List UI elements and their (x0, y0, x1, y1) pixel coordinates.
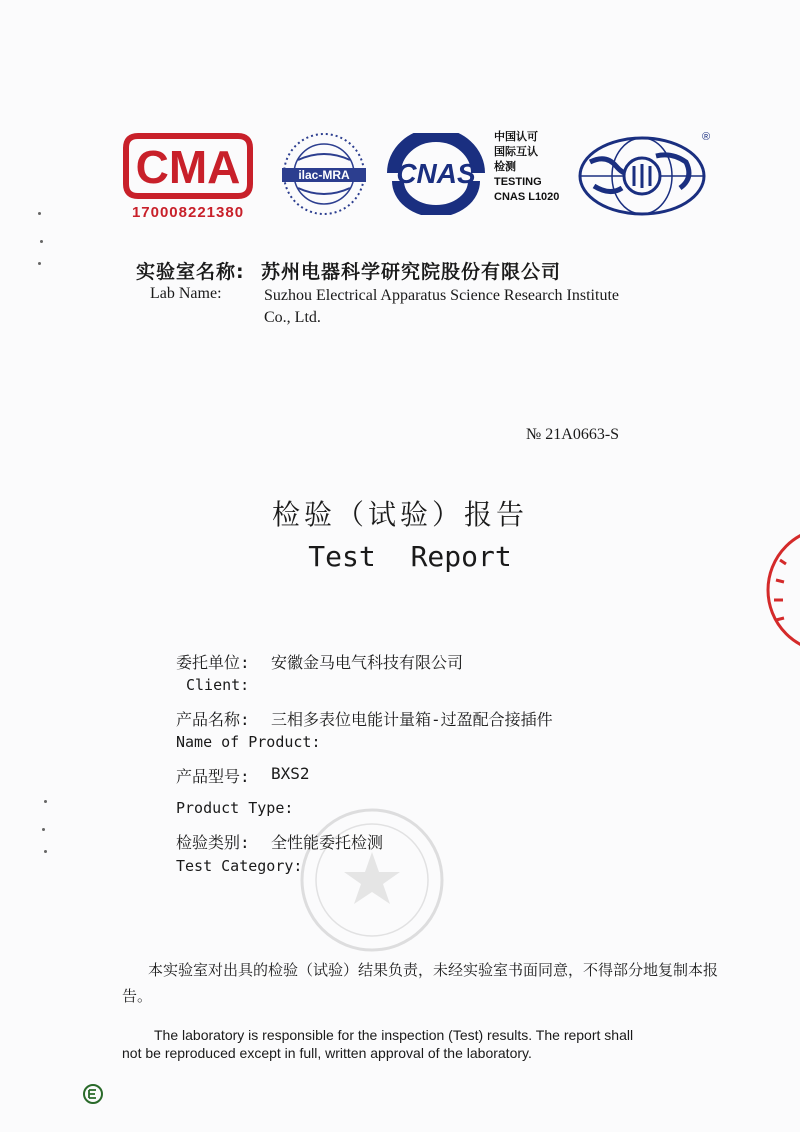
cma-number: 170008221380 (131, 204, 245, 221)
cnas-logo (384, 133, 488, 215)
client-label-en: Client: (186, 676, 250, 694)
cnas-line: TESTING (494, 176, 542, 188)
cma-logo (118, 128, 258, 228)
report-number: № 21A0663-S (526, 426, 620, 443)
lab-name-label-en: Lab Name: (150, 285, 222, 302)
registered-mark: ® (702, 131, 711, 143)
product-name-value: 三相多表位电能计量箱-过盈配合接插件 (271, 710, 553, 729)
product-type-value: BXS2 (271, 764, 310, 783)
product-type-label-en: Product Type: (176, 799, 294, 817)
test-category-label-cn: 检验类别: (176, 833, 250, 852)
binding-mark (38, 212, 41, 215)
binding-mark (42, 828, 45, 831)
lab-name-cn: 苏州电器科学研究院股份有限公司 (261, 261, 562, 283)
product-name-label-en: Name of Product: (176, 733, 321, 751)
lab-name-label-cn: 实验室名称: (136, 261, 245, 283)
cnas-logo-text: CNAS (396, 158, 476, 189)
binding-mark (40, 240, 43, 243)
red-seal-icon (758, 530, 800, 650)
product-type-label-cn: 产品型号: (176, 767, 250, 786)
cnas-line: CNAS L1020 (494, 191, 560, 203)
ilac-mra-logo (270, 126, 378, 226)
notice-en-line: The laboratory is responsible for the inspection (Test) results. The report shall (154, 1027, 634, 1043)
page-title-cn: 检验（试验）报告 (271, 498, 528, 531)
globe-certification-logo (576, 126, 716, 218)
client-label-cn: 委托单位: (176, 653, 250, 672)
cnas-accreditation-text (494, 130, 586, 205)
cnas-line: 检测 (494, 161, 516, 173)
page-title-en: Test Report (308, 540, 512, 573)
product-name-label-cn: 产品名称: (176, 710, 250, 729)
cnas-line: 国际互认 (494, 146, 538, 158)
binding-mark (44, 800, 47, 803)
client-value: 安徽金马电气科技有限公司 (271, 653, 464, 672)
recycle-logo-icon (82, 1083, 104, 1105)
test-category-label-en: Test Category: (176, 857, 303, 875)
binding-mark (44, 850, 47, 853)
cma-letters: CMA (135, 141, 241, 193)
notice-en (122, 1026, 732, 1062)
notice-cn: 本实验室对出具的检验（试验）结果负责，未经实验室书面同意，不得部分地复制本报告。 (122, 961, 719, 1005)
lab-name-en: Suzhou Electrical Apparatus Science Research Institute Co., Ltd. (264, 287, 619, 326)
notice-en-line: not be reproduced except in full, written approval of the laboratory. (122, 1045, 532, 1061)
cnas-line: 中国认可 (494, 131, 538, 143)
embossed-seal-icon (298, 806, 446, 954)
ilac-text: ilac-MRA (298, 168, 350, 182)
binding-mark (38, 262, 41, 265)
test-category-value: 全性能委托检测 (271, 833, 384, 852)
